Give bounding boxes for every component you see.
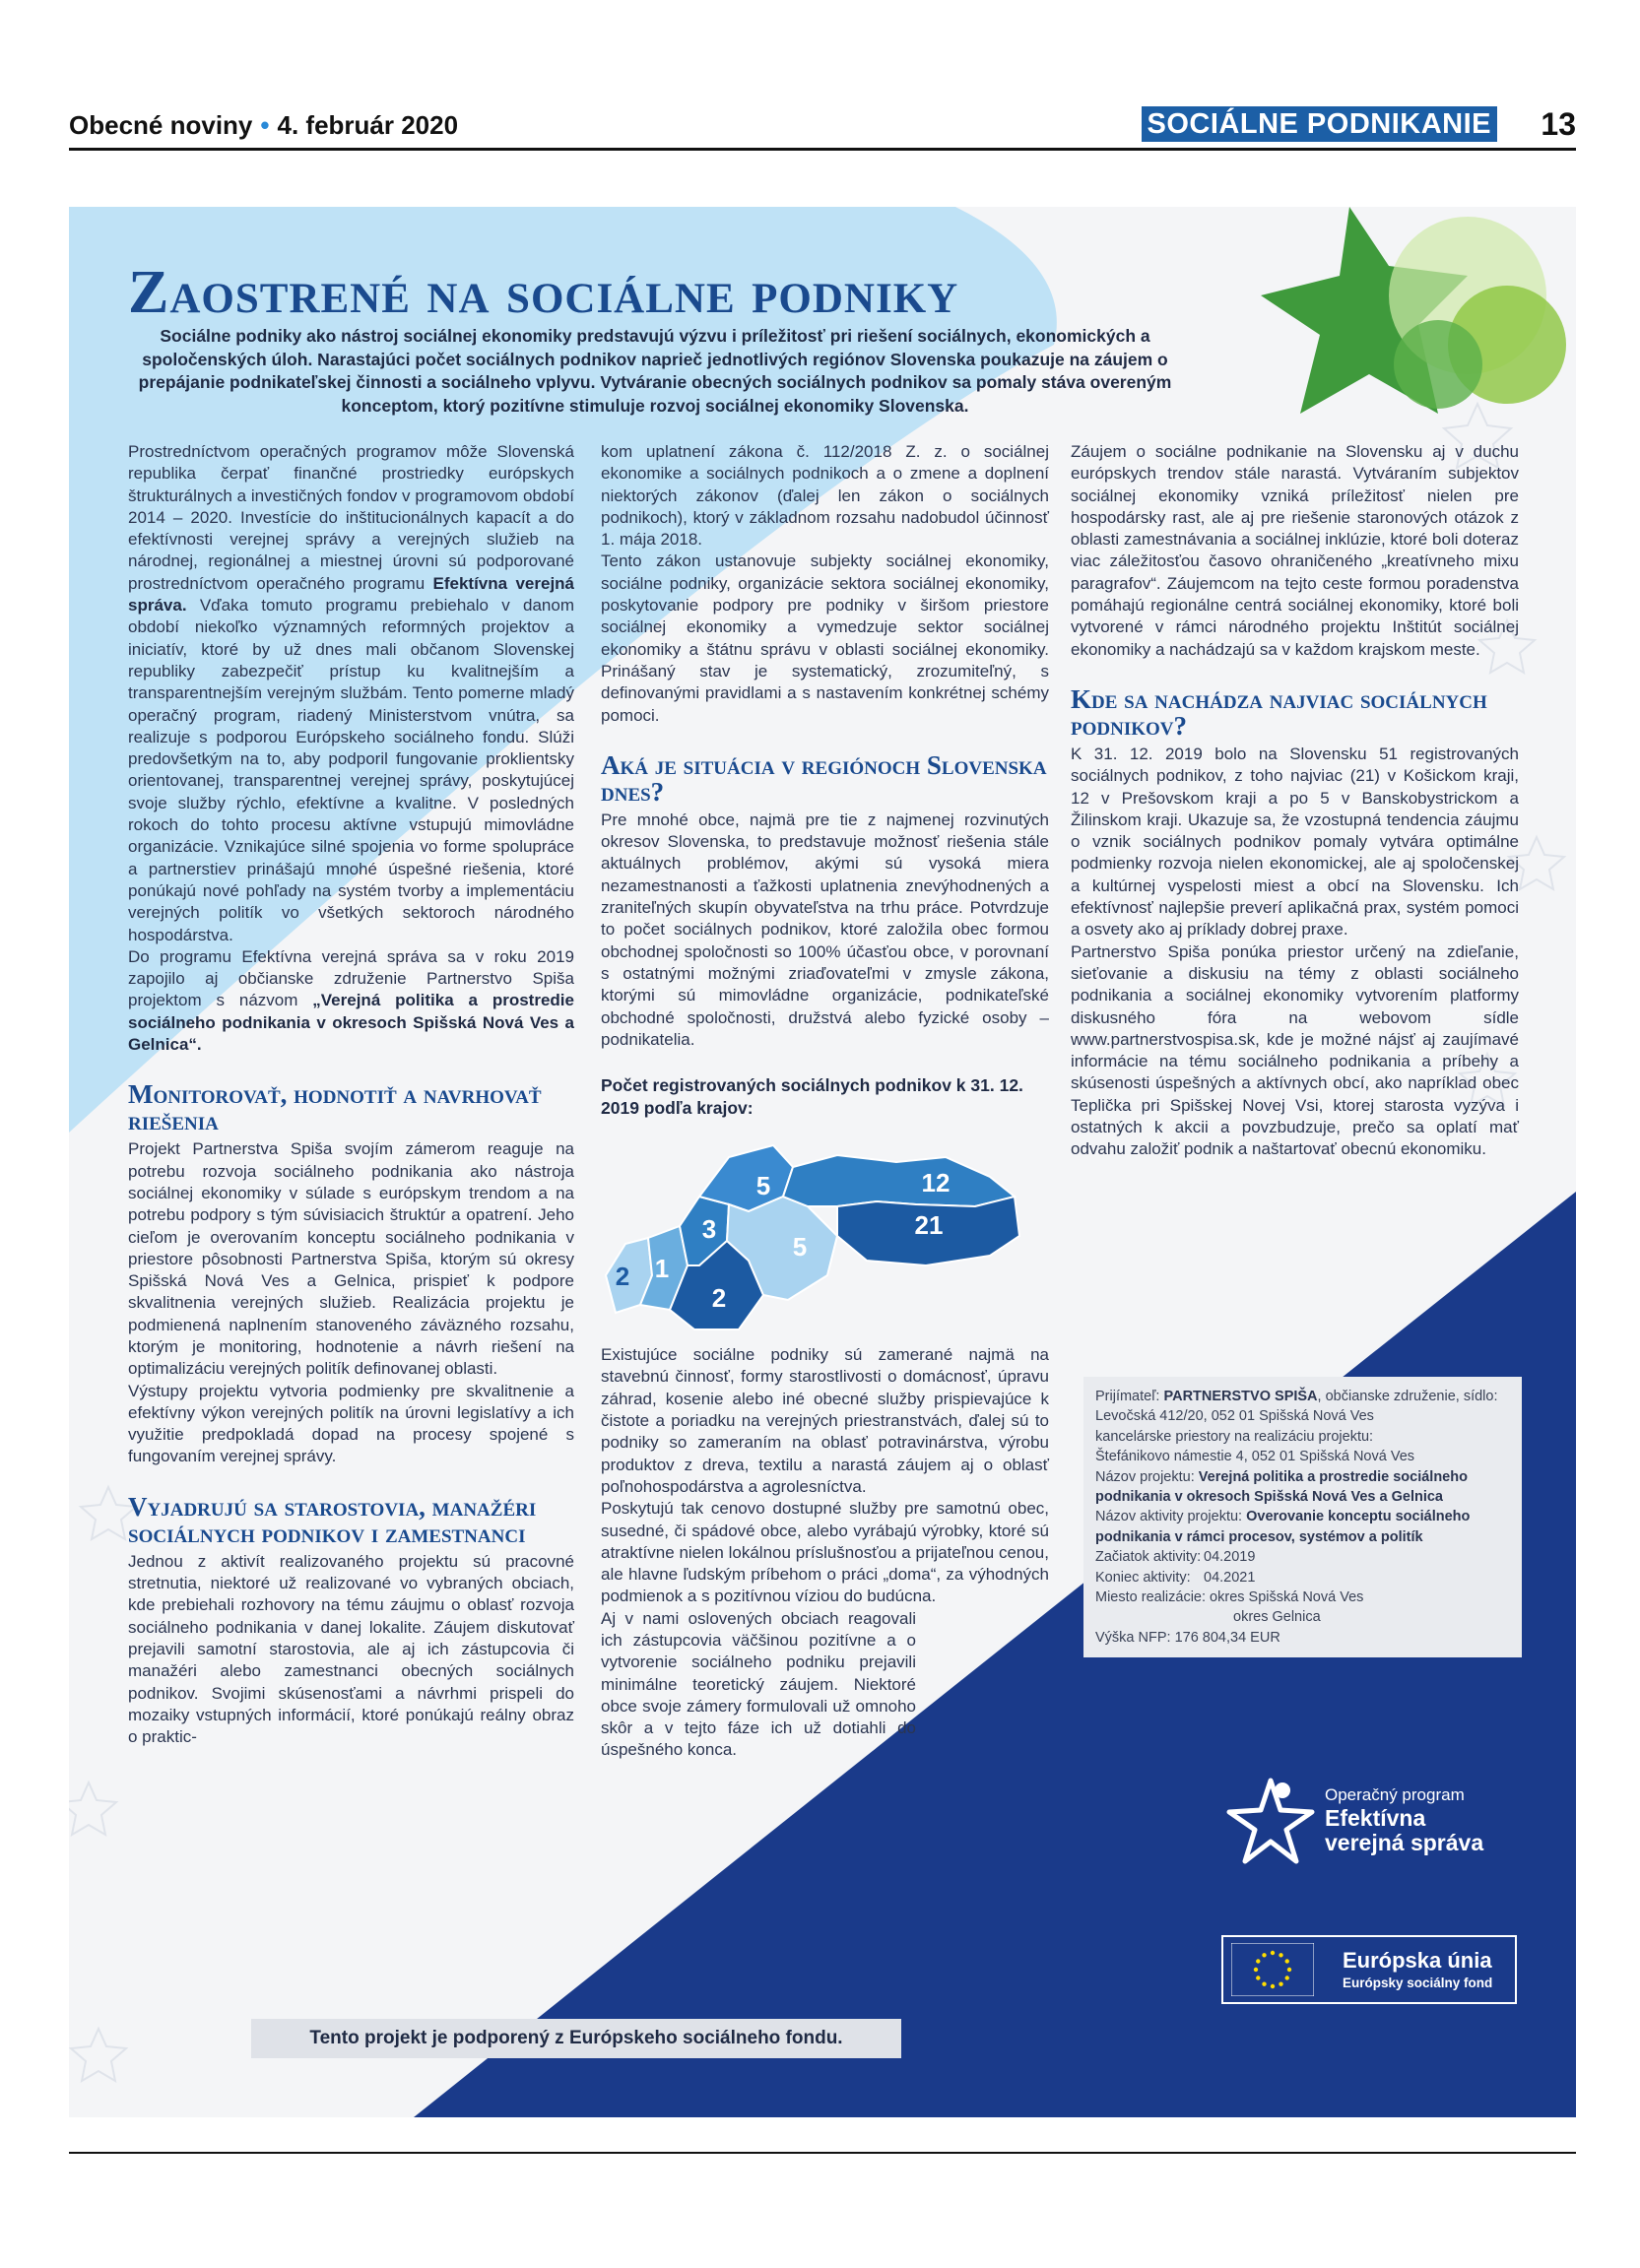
- map-title: Počet registrovaných sociálnych podnikov k 31. 12. 2019 podľa krajov:: [601, 1075, 1023, 1119]
- paragraph: Aj v nami oslovených obciach reagovali ich zástupcovia väčšinou pozitívne a o vytvorenie sociálneho podniku prejavili minimálne teoretický záujem. Niektoré obce svoje zámery formulovali už omnoho skôr a v tejto fáze ich už dotiahli do úspešného konca.: [601, 1608, 916, 1760]
- map-region-value: 21: [914, 1210, 944, 1241]
- op-logo-text: Operačný program Efektívna verejná správa: [1325, 1785, 1484, 1855]
- eu-star-icon: [1262, 1982, 1266, 1986]
- map-region: [783, 1155, 1015, 1206]
- eu-flag-icon: [1231, 1943, 1314, 1996]
- bullet-icon: •: [260, 110, 270, 140]
- top-rule: [69, 148, 1576, 151]
- op-star-logo-icon: [1221, 1773, 1320, 1871]
- eu-star-icon: [1256, 1976, 1260, 1979]
- masthead-left: [69, 110, 458, 141]
- project-info-box: [1083, 1377, 1522, 1657]
- paragraph: Prostredníctvom operačných programov môže Slovenská republika čerpať finančné prostriedky európskych štrukturálnych a investičných fondov v programovom období 2014 – 2020. Investície do inštitucionálnych kapacít a do efektívnosti verejnej správy a verejných služieb na národnej, regionálnej a miestnej úrovni sú podporované prostredníctvom operačného programu Efektívna verejná správa. Vďaka tomuto programu prebiehalo v danom období niekoľko významných reformných projektov a iniciatív, ktoré by už dnes mali občanom Slovenskej republiky zabezpečiť prístup ku kvalitnejším a transparentnejším verejným službám. Tento pomerne mladý operačný program, riadený Ministerstvom vnútra, sa realizuje s podporou Európskeho sociálneho fondu. Slúži predovšetkým na to, aby podporil fungovanie proklientsky orientovanej, transparentnej verejnej správy, poskytujúcej svoje služby rýchlo, efektívne a kvalitne. V posledných rokoch do tohto procesu aktívne vstupujú mimovládne organizácie. Vznikajúce silné spojenia vo forme spolupráce a partnerstiev prinášajú mnohé úspešné riešenia, ktoré ponúkajú nové pohľady na systém tvorby a implementáciu verejných politík vo všetkých sektoroch národného hospodárstva.: [128, 442, 574, 944]
- map-region-value: 2: [615, 1262, 630, 1292]
- masthead: [69, 106, 1576, 152]
- map-region-value: 3: [701, 1214, 717, 1245]
- info-row: Prijímateľ: PARTNERSTVO SPIŠA, občianske združenie, sídlo: Levočská 412/20, 052 01 Spišská Nová Ves: [1095, 1389, 1498, 1425]
- info-row: Názov projektu: Verejná politika a prostredie sociálneho podnikania v okresoch Spišská Nová Ves a Gelnica: [1095, 1468, 1468, 1506]
- slovakia-map: [601, 1128, 1034, 1334]
- paragraph: Tento zákon ustanovuje subjekty sociálnej ekonomiky, sociálne podniky, organizácie sektora sociálnej ekonomiky, poskytovanie podpory pre podniky v širšom priestore sociálnej ekonomiky a vymedzuje sektor sociálnej ekonomiky a štátnu správu v oblasti sociálnej ekonomiky. Prinášaný stav je systematický, zrozumiteľný, s definovanými pravidlami a s nastavením konkrétnej schémy pomoci.: [601, 551, 1049, 725]
- paragraph: Partnerstvo Spiša ponúka priestor určený na zdieľanie, sieťovanie a diskusiu na témy z oblasti sociálneho podnikania a sociálnej ekonomiky vytvorením platformy diskusného fóra na webovom sídle www.partnerstvospisa.sk, kde je možné nájsť aj zaujímavé informácie na tému sociálneho podnikania a príbehy a skúsenosti úspešných a aktívnych obcí, ako napríklad obec Teplička pri Spišskej Novej Vsi, ktorej starosta vyzýva i ostatných k akcii a povzbudzuje, prečo sa oplatí mať odvahu založiť podnik a naštartovať obecnú ekonomiku.: [1071, 941, 1519, 1159]
- info-row: kancelárske priestory na realizáciu projektu:: [1095, 1428, 1374, 1445]
- page-number: 13: [1541, 106, 1576, 142]
- bottom-rule: [69, 2152, 1576, 2154]
- paragraph: Jednou z aktivít realizovaného projektu sú pracovné stretnutia, niektoré už realizované vo vybraných obciach, kde prebiehali rozhovory na tému záujmu o oblasť rozvoja sociálneho podnikania v danej lokalite. Záujem diskutovať prejavili samotní starostovia, ale aj ich zástupcovia či manažéri alebo zamestnanci obecných sociálnych podnikov. Svojimi skúsenosťami a návrhmi prispeli do mozaiky vstupných informácií, ktoré ponúkajú reálny obraz o praktic-: [128, 1551, 574, 1747]
- subheading: Monitorovať, hodnotiť a navrhovať riešenia: [128, 1079, 542, 1136]
- map-region-value: 5: [755, 1171, 771, 1201]
- eu-star-icon: [1285, 1959, 1289, 1963]
- subheading: Vyjadrujú sa starostovia, manažéri sociálnych podnikov i zamestnanci: [128, 1491, 537, 1548]
- column-1: [128, 441, 574, 1748]
- eu-star-icon: [1256, 1959, 1260, 1963]
- info-row: Miesto realizácie: okres Spišská Nová Ves: [1095, 1589, 1364, 1606]
- paragraph: Existujúce sociálne podniky sú zamerané najmä na stavebnú činnosť, formy starostlivosti o domácnosť, úpravu záhrad, kosenie alebo iné obecné služby prispievajúce k čistote a poriadku na verejných priestranstvách, ďalej sú to podniky so zameraním na oblasť potravinárstva, výrobu produktov z dreva, textilu a narastá záujem aj o oblasť poľnohospodárstva a agrolesníctva.: [601, 1345, 1049, 1496]
- info-row: Výška NFP: 176 804,34 EUR: [1095, 1629, 1280, 1646]
- paragraph: Do programu Efektívna verejná správa sa v roku 2019 zapojilo aj občianske združenie Partnerstvo Spiša projektom s názvom „Verejná politika a prostredie sociálneho podnikania v okresoch Spišská Nová Ves a Gelnica“.: [128, 946, 574, 1055]
- paper-name: Obecné noviny: [69, 110, 253, 140]
- subheading: Kde sa nachádza najviac sociálnych podnikov?: [1071, 683, 1487, 741]
- eu-star-icon: [1287, 1968, 1291, 1972]
- info-row: Názov aktivity projektu: Overovanie konceptu sociálneho podnikania v rámci procesov, systémov a politík: [1095, 1509, 1471, 1545]
- eu-star-icon: [1254, 1968, 1258, 1972]
- eu-subtitle: Európsky sociálny fond: [1343, 1976, 1493, 1990]
- map-region-value: 1: [654, 1254, 670, 1284]
- map-region-value: 5: [792, 1232, 808, 1263]
- eu-star-icon: [1285, 1976, 1289, 1979]
- eu-star-icon: [1279, 1982, 1282, 1986]
- paragraph: Projekt Partnerstva Spiša svojím zámerom reaguje na potrebu rozvoja sociálneho podnikania ako nástroja sociálnej ekonomiky v súlade s európskym trendom a na potrebu podpory s tým súvisiacich štruktúr a opatrení. Jeho cieľom je overovaním konceptu sociálneho podnikania v priestore pôsobnosti Partnerstva Spiša, ktorým sú okresy Spišská Nová Ves a Gelnica, prispieť k podpore skvalitnenia verejných služieb. Realizácia projektu je podmienená naplnením stanoveného záväzného rozsahu, ktorým je monitoring, hodnotenie a návrh riešení na optimalizáciu verejných politík definovanej oblasti.: [128, 1139, 574, 1379]
- map-region-value: 2: [711, 1283, 727, 1314]
- eu-star-icon: [1271, 1984, 1275, 1988]
- eu-star-icon: [1271, 1951, 1275, 1955]
- eu-star-icon: [1279, 1953, 1282, 1957]
- funding-note: Tento projekt je podporený z Európskeho sociálneho fondu.: [251, 2019, 901, 2058]
- paragraph: Poskytujú tak cenovo dostupné služby pre samotnú obec, susedné, či spádové obce, alebo vyrábajú výrobky, ktoré sú atraktívne nielen lokálnou príslušnosťou a prijateľnou cenou, ale hlavne ľudským príbehom o práci „doma“, za výhodných podmienok a s pozitívnou víziou do budúcna.: [601, 1499, 1049, 1606]
- subheading: Aká je situácia v regiónoch Slovenska dnes?: [601, 749, 1047, 807]
- paragraph: kom uplatnení zákona č. 112/2018 Z. z. o sociálnej ekonomike a sociálnych podnikoch a o zmene a doplnení niektorých zákonov (ďalej len zákon o sociálnych podnikoch), ktorý v základnom rozsahu nadobudol účinnosť 1. mája 2018.: [601, 442, 1049, 550]
- info-row: Začiatok aktivity: 04.2019: [1095, 1549, 1256, 1566]
- info-row: Štefánikovo námestie 4, 052 01 Spišská Nová Ves: [1095, 1449, 1415, 1465]
- article-title: Zaostrené na sociálne podniky: [128, 259, 959, 326]
- map-region-value: 12: [921, 1168, 951, 1199]
- info-row: Koniec aktivity: 04.2021: [1095, 1569, 1256, 1586]
- green-star-illustration: [1261, 207, 1566, 414]
- info-row: okres Gelnica: [1233, 1609, 1321, 1626]
- article-lead: Sociálne podniky ako nástroj sociálnej ekonomiky predstavujú výzvu i príležitosť pri riešení sociálnych, ekonomických a spoločenských úloh. Narastajúci počet sociálnych podnikov naprieč jednotlivých regiónov Slovenska poukazuje na záujem o prepájanie podnikateľskej činnosti a sociálneho vplyvu. Vytváranie obecných sociálnych podnikov sa pomaly stáva overeným konceptom, ktorý pozitívne stimuluje rozvoj sociálnej ekonomiky Slovenska.: [138, 326, 1172, 416]
- column-3: [1071, 441, 1519, 1161]
- eu-star-icon: [1262, 1953, 1266, 1957]
- column-2: [601, 441, 1049, 1762]
- paragraph: Pre mnohé obce, najmä pre tie z najmenej rozvinutých okresov Slovenska, to predstavuje možnosť riešenia stále aktuálnych problémov, akými sú vysoká miera nezamestnanosti a ťažkosti uplatnenia znevýhodnených a zraniteľných skupín obyvateľstva na trhu práce. Potvrdzuje to počet sociálnych podnikov, ktoré založila obec formou obchodnej spoločnosti so 100% účasťou obce, v porovnaní s ostatnými možnými zriaďovateľmi v zmysle zákona, ktorými sú mimovládne organizácie, podnikateľské obchodné spoločnosti, družstvá alebo fyzické osoby – podnikatelia.: [601, 810, 1049, 1049]
- eu-title: Európska únia: [1343, 1948, 1492, 1973]
- paragraph: K 31. 12. 2019 bolo na Slovensku 51 registrovaných sociálnych podnikov, z toho najviac (21) v Košickom kraji, 12 v Prešovskom kraji a po 5 v Banskobystrickom a Žilinskom kraji. Ukazuje sa, že vzostupná tendencia záujmu o vznik sociálnych podnikov pomaly vytvára optimálne podmienky rozvoja nielen ekonomickej, ale aj spoločenskej a kultúrnej vyspelosti miest a obcí na Slovensku. Ich efektívnosť najlepšie preverí aplikačná prax, systém pomoci a osvety ako aj príklady dobrej praxe.: [1071, 744, 1519, 940]
- section-label: SOCIÁLNE PODNIKANIE: [1142, 106, 1497, 142]
- issue-date: 4. február 2020: [277, 110, 459, 140]
- paragraph: Výstupy projektu vytvoria podmienky pre skvalitnenie a efektívny výkon verejných politík na úrovni legislatívy a ich využitie predpokladá dopad na procesy spojené s fungovaním verejnej správy.: [128, 1381, 574, 1466]
- paragraph: Záujem o sociálne podnikanie na Slovensku aj v duchu európskych trendov stále narastá. Vytváraním subjektov sociálnej ekonomiky vzniká príležitosť nielen pre hospodársky rast, ale aj pre riešenie staronových otázok z oblasti zamestnávania a sociálnej inklúzie, ktoré boli doteraz viac záležitosťou časovo ohraničeného „kreatívneho mixu paragrafov“. Záujemcom na tejto ceste formou poradenstva pomáhajú regionálne centrá sociálnej ekonomiky, ktoré boli vytvorené v rámci národného projektu Inštitút sociálnej ekonomiky a nachádzajú sa v každom krajskom meste.: [1071, 442, 1519, 659]
